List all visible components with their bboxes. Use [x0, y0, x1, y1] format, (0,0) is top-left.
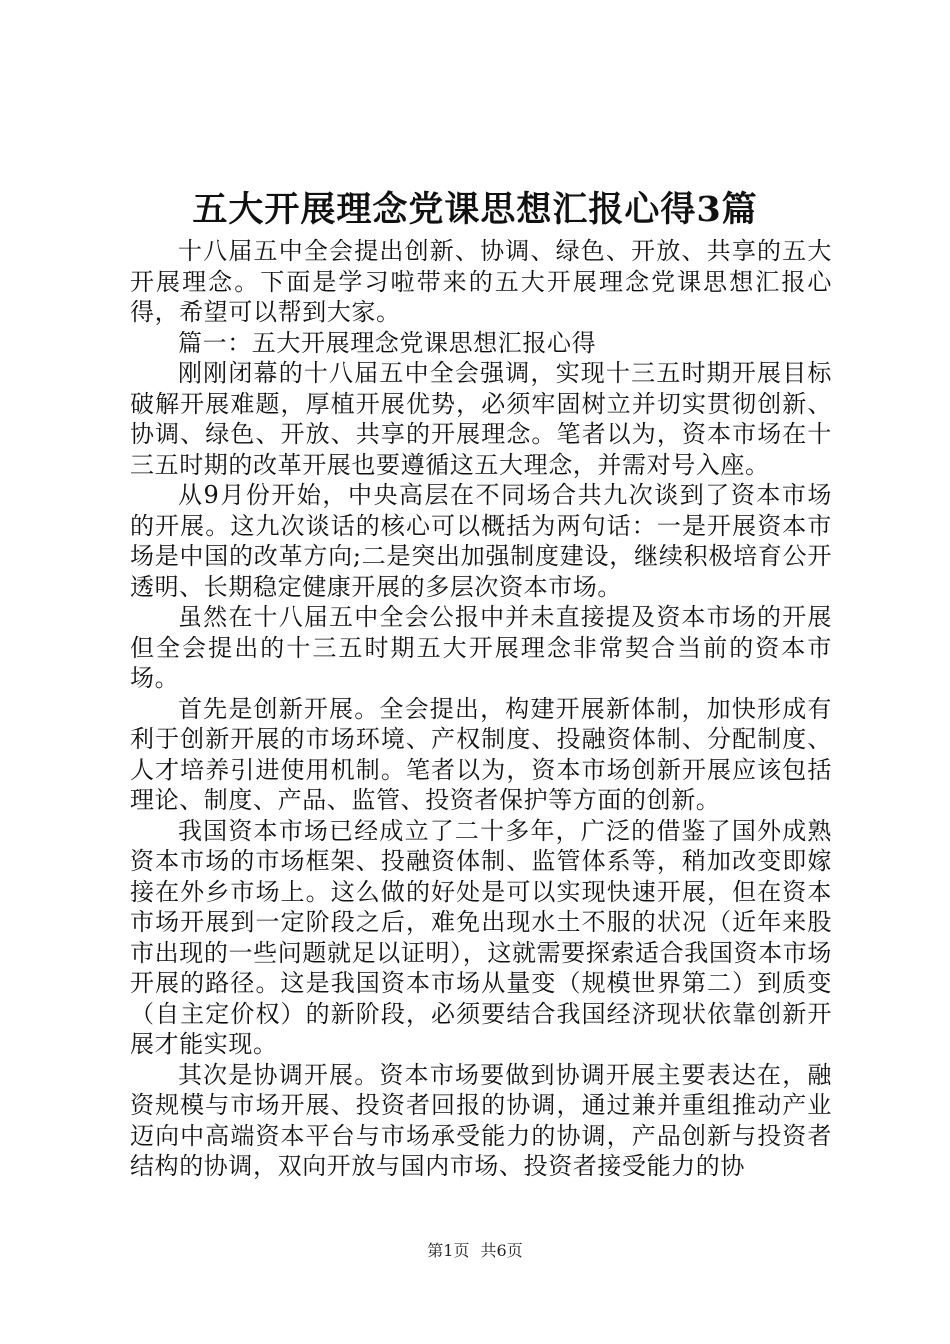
page-number: 第1页 [427, 1241, 470, 1260]
page-footer [0, 1240, 950, 1262]
paragraph: 从9月份开始，中央高层在不同场合共九次谈到了资本市场的开展。这九次谈话的核心可以概括为两句话：一是开展资本市场是中国的改革方向;二是突出加强制度建设，继续积极培育公开透明、长期稳定健康开展的多层次资本市场。 [130, 481, 832, 601]
paragraph: 其次是协调开展。资本市场要做到协调开展主要表达在，融资规模与市场开展、投资者回报的协调，通过兼并重组推动产业迈向中高端资本平台与市场承受能力的协调，产品创新与投资者结构的协调，双向开放与国内市场、投资者接受能力的协 [130, 1060, 832, 1180]
paragraph: 刚刚闭幕的十八届五中全会强调，实现十三五时期开展目标破解开展难题，厚植开展优势，必须牢固树立并切实贯彻创新、协调、绿色、开放、共享的开展理念。笔者以为，资本市场在十三五时期的改革开展也要遵循这五大理念，并需对号入座。 [130, 359, 832, 479]
document-body [130, 236, 832, 1182]
paragraph: 首先是创新开展。全会提出，构建开展新体制，加快形成有利于创新开展的市场环境、产权制度、投融资体制、分配制度、人才培养引进使用机制。笔者以为，资本市场创新开展应该包括理论、制度、产品、监管、投资者保护等方面的创新。 [130, 694, 832, 814]
document-title: 五大开展理念党课思想汇报心得3篇 [192, 189, 758, 230]
paragraph: 虽然在十八届五中全会公报中并未直接提及资本市场的开展但全会提出的十三五时期五大开展理念非常契合当前的资本市场。 [130, 603, 832, 692]
page-total: 共6页 [480, 1241, 523, 1260]
paragraph-intro: 十八届五中全会提出创新、协调、绿色、开放、共享的五大开展理念。下面是学习啦带来的五大开展理念党课思想汇报心得，希望可以帮到大家。 [130, 237, 832, 326]
section-heading-part-one: 篇一：五大开展理念党课思想汇报心得 [178, 328, 597, 357]
paragraph: 我国资本市场已经成立了二十多年，广泛的借鉴了国外成熟资本市场的市场框架、投融资体制、监管体系等，稍加改变即嫁接在外乡市场上。这么做的好处是可以实现快速开展，但在资本市场开展到一定阶段之后，难免出现水土不服的状况（近年来股市出现的一些问题就足以证明），这就需要探索适合我国资本市场开展的路径。这是我国资本市场从量变（规模世界第二）到质变（自主定价权）的新阶段，必须要结合我国经济现状依靠创新开展才能实现。 [130, 816, 832, 1058]
